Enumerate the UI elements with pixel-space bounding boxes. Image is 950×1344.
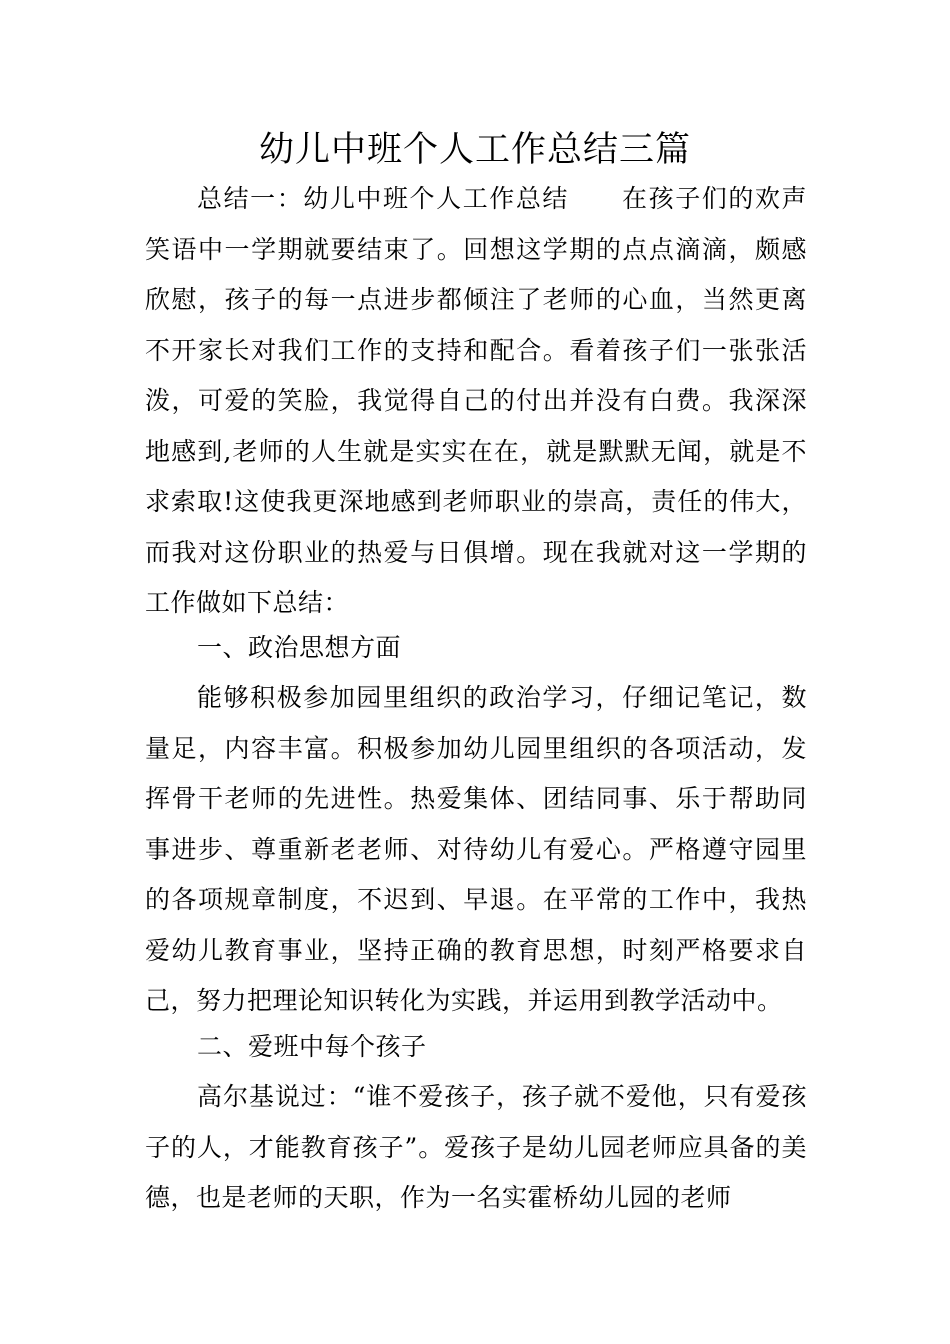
intro-heading: 总结一：幼儿中班个人工作总结 [197, 184, 569, 213]
intro-text: 在孩子们的欢声笑语中一学期就要结束了。回想这学期的点点滴滴，颇感欣慰，孩子的每一点进步都倾注了老师的心血，当然更离不开家长对我们工作的支持和配合。看着孩子们一张张活泼，可爱的笑脸，我觉得自己的付出并没有白费。我深深地感到,老师的人生就是实实在在，就是默默无闻，就是不求索取!这使我更深地感到老师职业的崇高，责任的伟大，而我对这份职业的热爱与日俱增。现在我就对这一学期的工作做如下总结： [145, 184, 807, 617]
document-title: 幼儿中班个人工作总结三篇 [258, 130, 691, 170]
intro-paragraph [145, 174, 807, 629]
section-2-text: 高尔基说过：“谁不爱孩子，孩子就不爱他，只有爱孩子的人，才能教育孩子”。爱孩子是幼儿园老师应具备的美德，也是老师的天职，作为一名实霍桥幼儿园的老师 [145, 1082, 807, 1212]
section-2-heading: 二、爱班中每个孩子 [197, 1032, 427, 1061]
section-1-heading-block [145, 623, 807, 674]
section-1-heading: 一、政治思想方面 [197, 633, 402, 662]
section-2-heading-block [145, 1022, 807, 1073]
section-1-paragraph [145, 673, 807, 1027]
section-2-paragraph [145, 1072, 807, 1224]
section-1-text: 能够积极参加园里组织的政治学习，仔细记笔记，数量足，内容丰富。积极参加幼儿园里组织的各项活动，发挥骨干老师的先进性。热爱集体、团结同事、乐于帮助同事进步、尊重新老老师、对待幼儿有爱心。严格遵守园里的各项规章制度，不迟到、早退。在平常的工作中，我热爱幼儿教育事业，坚持正确的教育思想，时刻严格要求自己，努力把理论知识转化为实践，并运用到教学活动中。 [145, 683, 807, 1015]
